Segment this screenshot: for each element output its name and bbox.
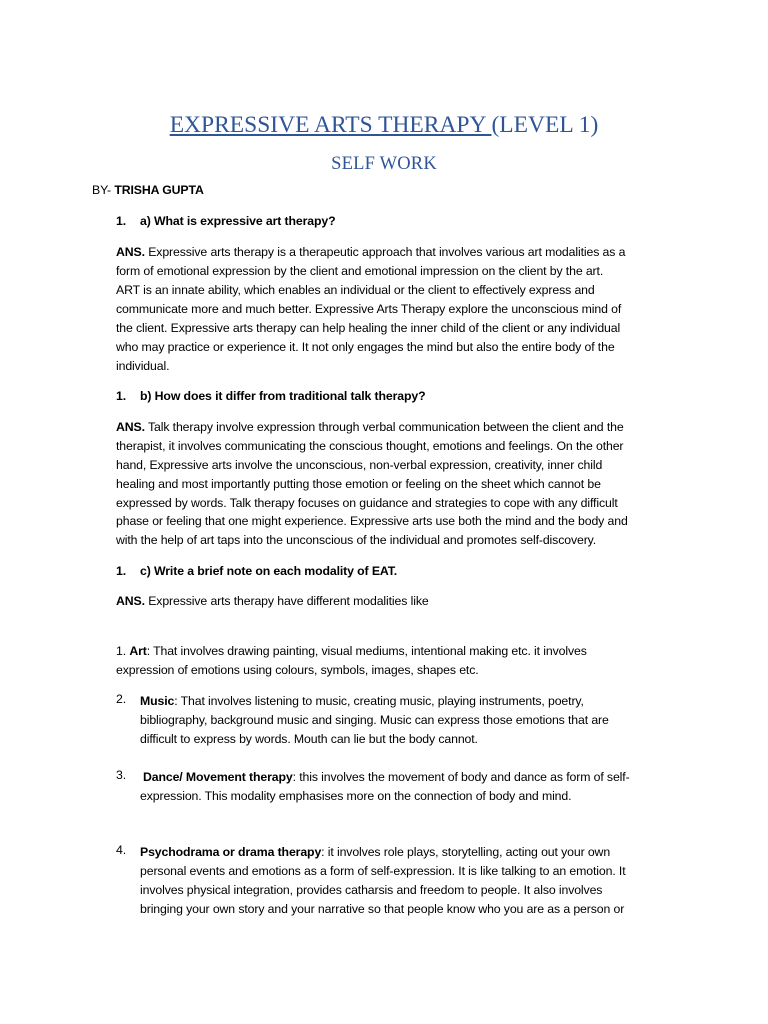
modality-name: Music [140, 694, 175, 708]
modality-number: 4. [116, 843, 127, 857]
modality-line: expression of emotions using colours, symbols, images, shapes etc. [116, 663, 479, 677]
answer-line: communicate more and much better. Expressive Arts Therapy explore the unconscious mind of [116, 302, 622, 316]
byline-label: BY- [92, 183, 112, 197]
answer-line: therapist, it involves communicating the conscious thought, emotions and feelings. On the other [116, 438, 624, 453]
document-title-level: (LEVEL 1) [491, 112, 599, 138]
answer-2 [116, 418, 628, 550]
modality-text: : That involves drawing painting, visual mediums, intentional making etc. it involves [146, 644, 587, 658]
modality-line: involves physical integration, provides catharsis and freedom to people. It also involves [140, 883, 603, 897]
document-title-underlined: EXPRESSIVE ARTS THERAPY [169, 112, 492, 138]
question-text: b) How does it differ from traditional talk therapy? [140, 389, 426, 403]
modality-line [116, 642, 587, 661]
modality-dance [140, 768, 630, 806]
answer-line: expressed by words. Talk therapy focuses on guidance and strategies to cope with any difficult [116, 495, 618, 510]
modality-art [116, 642, 587, 680]
answer-label: ANS. [116, 245, 145, 259]
answer-text: Expressive arts therapy is a therapeutic approach that involves various art modalities as a [148, 245, 626, 259]
modality-line [140, 843, 626, 862]
question-1c [0, 562, 768, 581]
answer-line: the client. Expressive arts therapy can help healing the inner child of the client or any individual [116, 321, 621, 335]
answer-line: form of emotional expression by the client and emotional impression on the client by the art. [116, 264, 604, 278]
modality-music [140, 692, 609, 749]
byline [92, 181, 204, 200]
answer-line: ART is an innate ability, which enables an individual or the client to effectively express and [116, 283, 595, 297]
answer-line: individual. [116, 359, 170, 373]
byline-author: TRISHA GUPTA [114, 183, 204, 197]
modality-line: difficult to express by words. Mouth can lie but the body cannot. [140, 732, 478, 746]
answer-3 [116, 592, 429, 611]
question-text: c) Write a brief note on each modality of EAT. [140, 564, 398, 578]
modality-name: Dance/ Movement therapy [143, 770, 293, 784]
question-1a [0, 212, 768, 231]
modality-text: : this involves the movement of body and dance as form of self- [292, 770, 630, 784]
question-number: 1. [116, 389, 127, 403]
question-1b [0, 387, 768, 406]
question-number: 1. [116, 564, 127, 578]
modality-line [140, 692, 609, 711]
modality-text: : it involves role plays, storytelling, acting out your own [321, 845, 611, 859]
answer-line [116, 418, 628, 437]
document-title [0, 110, 768, 140]
modality-number: 1. [116, 644, 127, 658]
modality-name: Art [129, 644, 147, 658]
answer-1 [116, 243, 625, 376]
answer-label: ANS. [116, 420, 145, 434]
document-subtitle: SELF WORK [331, 154, 437, 174]
modality-line: bringing your own story and your narrative so that people know who you are as a person or [140, 902, 625, 916]
answer-line: who may practice or experience it. It not only engages the mind but also the entire body of the [116, 340, 615, 354]
answer-line: healing and most importantly putting those emotion or feeling on the sheet which cannot be [116, 476, 601, 491]
modality-number: 3. [116, 768, 127, 782]
modality-name: Psychodrama or drama therapy [140, 845, 322, 859]
question-number: 1. [116, 214, 127, 228]
answer-line [116, 243, 625, 262]
modality-line: expression. This modality emphasises more on the connection of body and mind. [140, 789, 572, 803]
modality-line: personal events and emotions as a form of self-expression. It is like talking to an emotion. It [140, 864, 626, 878]
modality-line [140, 768, 630, 787]
answer-text: Talk therapy involve expression through verbal communication between the client and the [147, 420, 624, 434]
modality-psychodrama [140, 843, 626, 919]
answer-line: with the help of art taps into the unconscious of the individual and promotes self-discovery. [116, 533, 597, 548]
modality-line: bibliography, background music and singing. Music can express those emotions that are [140, 713, 609, 727]
answer-text: Expressive arts therapy have different modalities like [148, 594, 429, 608]
answer-label: ANS. [116, 594, 145, 608]
modality-text: : That involves listening to music, creating music, playing instruments, poetry, [174, 694, 584, 708]
question-text: a) What is expressive art therapy? [140, 214, 336, 228]
answer-line: phase or feeling that one might experience. Expressive arts use both the mind and the body and [116, 514, 628, 529]
answer-line: hand, Expressive arts involve the unconscious, non-verbal expression, creativity, inner child [116, 457, 603, 472]
modality-number: 2. [116, 692, 127, 706]
